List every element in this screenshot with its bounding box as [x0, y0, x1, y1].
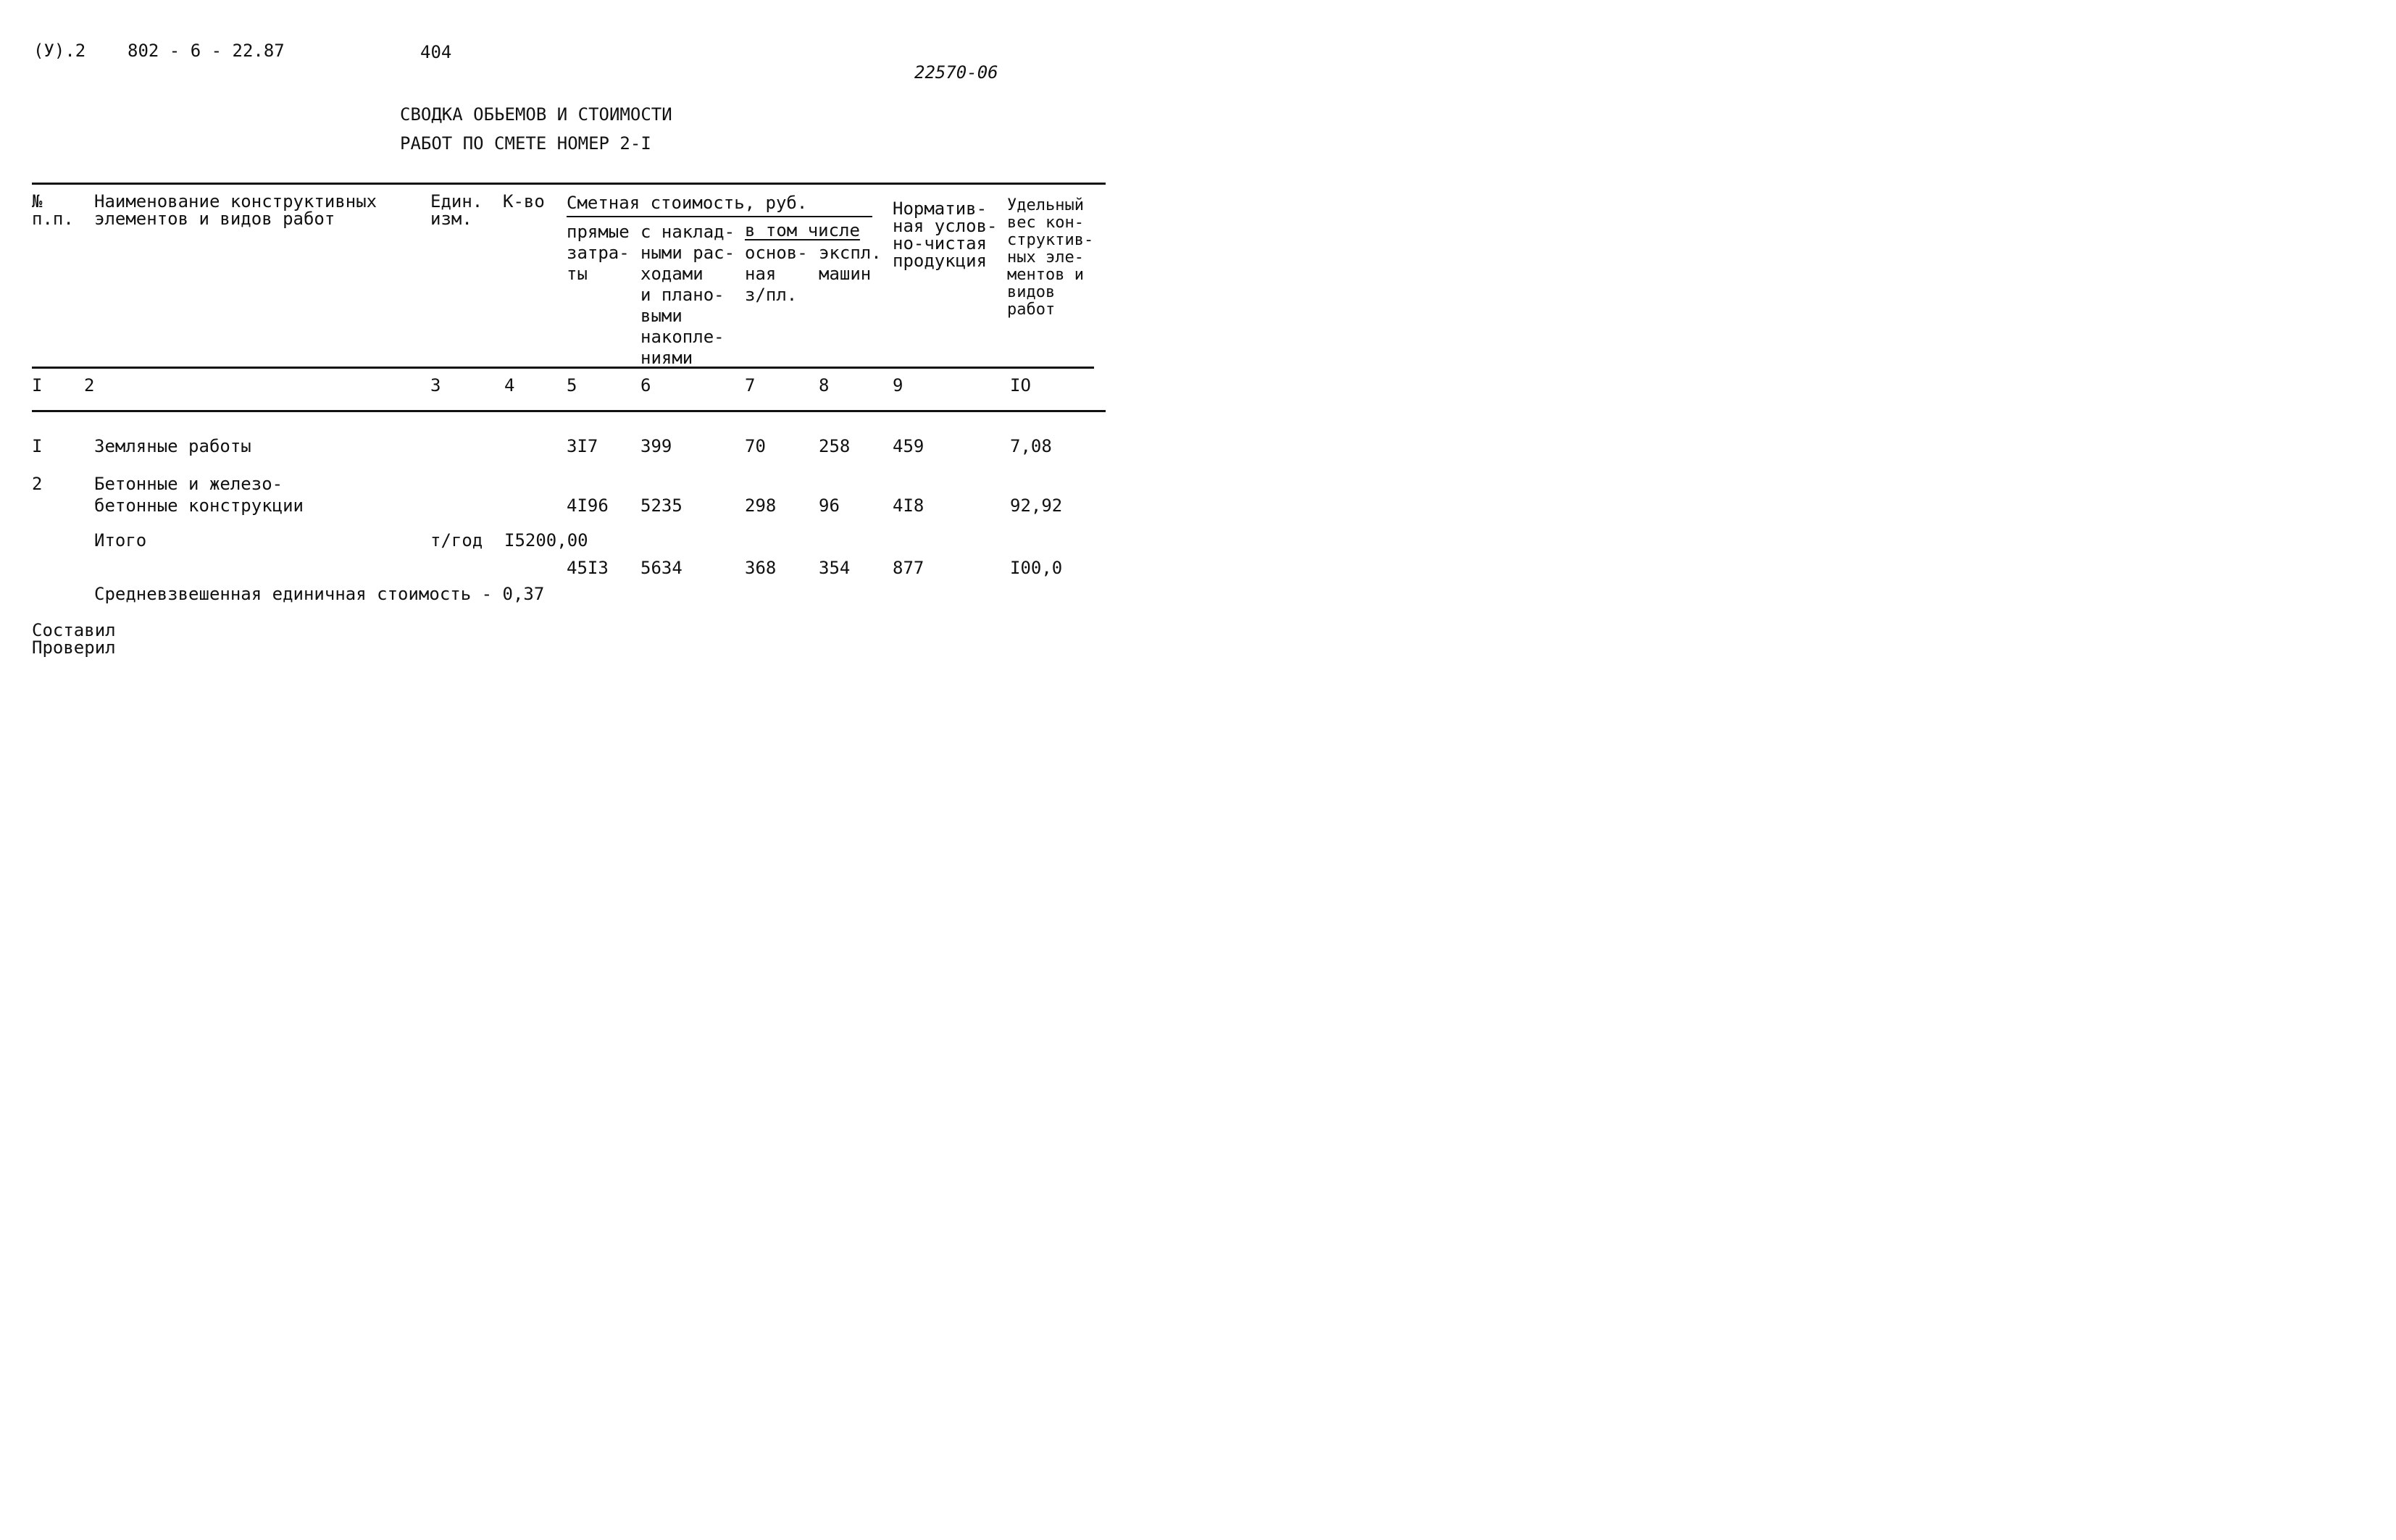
- row-wages: 298: [745, 495, 777, 516]
- title-line-1: СВОДКА ОБЬЕМОВ И СТОИМОСТИ: [400, 104, 672, 125]
- row-name-line-1: Бетонные и железо-: [94, 474, 283, 494]
- page-number: 404: [420, 42, 452, 62]
- header-num: № п.п.: [32, 191, 74, 229]
- header-machines: экспл. машин: [819, 243, 882, 284]
- column-number: 8: [819, 375, 830, 396]
- total-qty: I5200,00: [504, 530, 588, 551]
- column-number: I: [32, 375, 43, 396]
- row-num: I: [32, 436, 43, 456]
- column-number: 9: [893, 375, 903, 396]
- column-number: IO: [1010, 375, 1031, 396]
- row-share: 7,08: [1010, 436, 1052, 456]
- project-code: 802 - 6 - 22.87: [128, 41, 285, 61]
- cost-group-rule: [567, 216, 872, 217]
- row-overhead: 399: [640, 436, 672, 456]
- header-wages: основ- ная з/пл.: [745, 243, 808, 305]
- header-cost-group: Сметная стоимость, руб.: [567, 193, 808, 213]
- header-share: Удельный вес кон- структив- ных эле- ментов и видов работ: [1007, 196, 1094, 319]
- total-share: I00,0: [1010, 558, 1063, 578]
- column-number: 7: [745, 375, 756, 396]
- header-qty: К-во: [503, 191, 545, 212]
- total-direct: 45I3: [567, 558, 609, 578]
- row-name-line-2: бетонные конструкции: [94, 495, 304, 516]
- column-number: 3: [430, 375, 441, 396]
- header-including: в том числе: [745, 220, 860, 240]
- document-number: 22570-06: [914, 62, 998, 83]
- total-unit: т/год: [430, 530, 483, 551]
- total-machines: 354: [819, 558, 851, 578]
- header-bottom-rule: [32, 367, 1094, 369]
- header-direct: прямые затра- ты: [567, 222, 630, 284]
- row-machines: 258: [819, 436, 851, 456]
- header-name: Наименование конструктивных элементов и видов работ: [94, 191, 377, 229]
- row-overhead: 5235: [640, 495, 683, 516]
- row-num: 2: [32, 474, 43, 494]
- sheet-code: (У).2: [33, 41, 86, 61]
- checked-by-label: Проверил: [32, 637, 116, 658]
- column-number: 4: [504, 375, 515, 396]
- header-normative: Норматив- ная услов- но-чистая продукция: [893, 198, 998, 271]
- row-direct: 4I96: [567, 495, 609, 516]
- column-number: 2: [84, 375, 95, 396]
- row-normative: 459: [893, 436, 924, 456]
- weighted-cost-line: Средневзвешенная единичная стоимость - 0,37: [94, 584, 545, 604]
- title-line-2: РАБОТ ПО СМЕТЕ НОМЕР 2-I: [400, 133, 651, 154]
- row-direct: 3I7: [567, 436, 598, 456]
- compiled-by-label: Составил: [32, 620, 116, 640]
- total-label: Итого: [94, 530, 147, 551]
- column-number: 6: [640, 375, 651, 396]
- row-machines: 96: [819, 495, 840, 516]
- column-number: 5: [567, 375, 577, 396]
- row-normative: 4I8: [893, 495, 924, 516]
- header-unit: Един. изм.: [430, 191, 483, 229]
- row-name: Земляные работы: [94, 436, 251, 456]
- row-share: 92,92: [1010, 495, 1063, 516]
- table-top-rule: [32, 183, 1106, 185]
- row-wages: 70: [745, 436, 766, 456]
- total-overhead: 5634: [640, 558, 683, 578]
- column-numbers-rule: [32, 410, 1106, 412]
- total-normative: 877: [893, 558, 924, 578]
- header-overhead: с наклад- ными рас- ходами и плано- выми накопле- ниями: [640, 222, 735, 368]
- total-wages: 368: [745, 558, 777, 578]
